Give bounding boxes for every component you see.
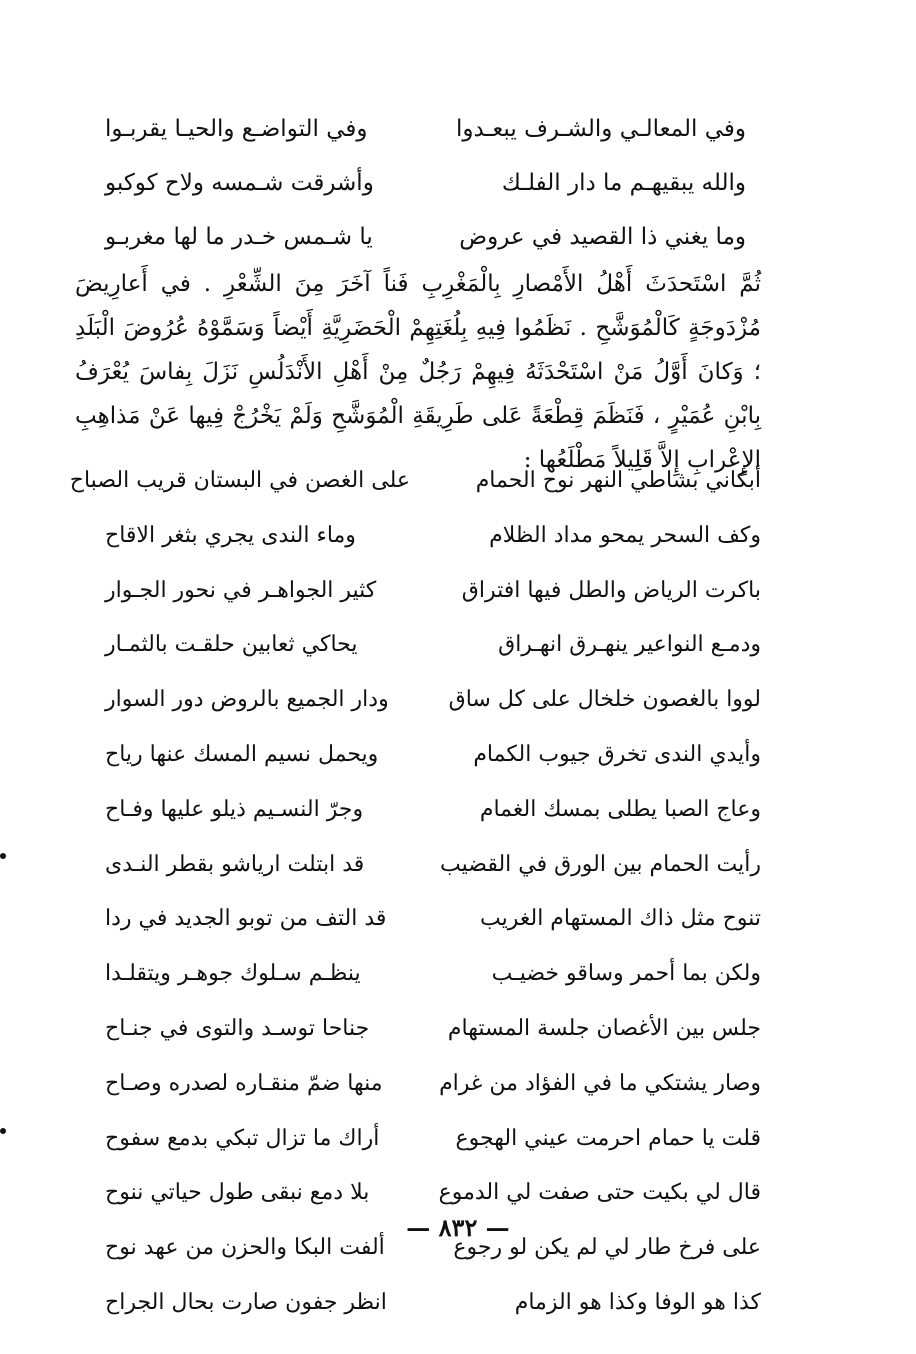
verse-row [105, 156, 746, 210]
verse-first-hemistich: رأيت الحمام بين الورق في القضيب [440, 851, 761, 877]
verse-row [105, 1002, 761, 1057]
verse-second-hemistich: ويحمل نسيم المسك عنها رياح [105, 741, 379, 767]
verse-first-hemistich: وعاج الصبا يطلى بمسك الغمام [479, 796, 761, 822]
verse-second-hemistich: جناحا توسـد والتوى في جنـاح [105, 1015, 370, 1041]
verse-row [105, 673, 761, 728]
margin-dot [0, 853, 6, 859]
verse-row [69, 454, 761, 509]
muwashshah-poem [69, 454, 761, 1331]
verse-first-hemistich: كذا هو الوفا وكذا هو الزمام [514, 1289, 761, 1315]
verse-second-hemistich: انظر جفون صارت بحال الجراح [105, 1289, 387, 1315]
verse-row [105, 618, 761, 673]
verse-row [105, 1112, 761, 1167]
verse-first-hemistich: والله يبقيهـم ما دار الفلـك [501, 170, 746, 196]
verse-first-hemistich: باكرت الرياض والطل فيها افتراق [461, 577, 761, 603]
verse-row [105, 1057, 761, 1112]
verse-first-hemistich: جلس بين الأغصان جلسة المستهام [447, 1015, 761, 1041]
verse-second-hemistich: وفي التواضـع والحيـا يقربـوا [105, 116, 368, 142]
verse-second-hemistich: قد التف من توبو الجديد في ردا [105, 906, 387, 932]
verse-row [105, 1276, 761, 1331]
verse-row [105, 210, 746, 264]
verse-row [105, 102, 746, 156]
verse-row [105, 783, 761, 838]
verse-first-hemistich: وفي المعالـي والشـرف يبعـدوا [456, 116, 746, 142]
verse-first-hemistich: ودمـع النواعير ينهـرق انهـراق [498, 632, 761, 658]
verse-row [105, 564, 761, 619]
verse-second-hemistich: منها ضمّ منقـاره لصدره وصـاح [105, 1070, 383, 1096]
verse-first-hemistich: أبكاني بشاطي النهر نوح الحمام [475, 468, 761, 493]
verse-second-hemistich: بلا دمع نبقى طول حياتي ننوح [105, 1180, 370, 1206]
verse-first-hemistich: تنوح مثل ذاك المستهام الغريب [480, 906, 761, 932]
verse-second-hemistich: يحاكي ثعابين حلقـت بالثمـار [105, 632, 358, 658]
verse-second-hemistich: وجرّ النسـيم ذيلو عليها وفـاح [105, 796, 364, 822]
verse-second-hemistich: يا شـمس خـدر ما لها مغربـو [105, 224, 373, 250]
verse-row [105, 838, 761, 893]
verse-row [105, 509, 761, 564]
verse-second-hemistich: كثير الجواهـر في نحور الجـوار [105, 577, 377, 603]
verse-first-hemistich: وأيدي الندى تخرق جيوب الكمام [473, 741, 761, 767]
verse-second-hemistich: على الغصن في البستان قريب الصباح [69, 468, 410, 493]
verse-second-hemistich: وأشرقت شـمسه ولاح كوكبو [105, 170, 374, 196]
verse-first-hemistich: على فرخ طار لي لم يكن لو رجوع [453, 1235, 761, 1261]
top-verses [105, 102, 746, 264]
page-number: — ٨٣٢ — [406, 1213, 510, 1242]
verse-first-hemistich: وكف السحر يمحو مداد الظلام [489, 522, 761, 548]
verse-first-hemistich: لووا بالغصون خلخال على كل ساق [448, 687, 761, 713]
verse-row [105, 892, 761, 947]
verse-first-hemistich: قلت يا حمام احرمت عيني الهجوع [455, 1125, 761, 1151]
verse-first-hemistich: قال لي بكيت حتى صفت لي الدموع [438, 1180, 761, 1206]
verse-second-hemistich: قد ابتلت ارياشو بقطر النـدى [105, 851, 365, 877]
prose-paragraph: ثُمَّ اسْتَحدَثَ أَهْلُ الأَمْصارِ بِالْمَغْرِبِ فَناً آخَرَ مِنَ الشِّعْرِ . في أَعارِيضَ مُزْدَوجَةٍ كَالْمُوَشَّحِ . نَظَمُوا فِيهِ بِلُغَتِهِمْ الْحَضَرِيَّةِ أَيْضاً وَسَمَّوْهُ عُرُوضَ الْبَلَدِ ؛ وَكانَ أَوَّلُ مَنْ اسْتَحْدَثَهُ فِيهِمْ رَجُلٌ مِنْ أَهْلِ الأَنْدَلُسِ نَزَلَ بِفاسَ يُعْرَفُ بِابْنِ عُمَيْرٍ ، فَنَظَمَ قِطْعَةً عَلى طَرِيقَةِ الْمُوَشَّحِ وَلَمْ يَخْرُجْ فِيها عَنْ مَذاهِبِ الإِعْرابِ إِلاَّ قَلِيلاً مَطْلَعُها : [75, 271, 761, 473]
verse-first-hemistich: وما يغني ذا القصيد في عروض [459, 224, 746, 250]
verse-second-hemistich: وماء الندى يجري بثغر الاقاح [105, 522, 356, 548]
verse-second-hemistich: ألفت البكا والحزن من عهد نوح [105, 1235, 385, 1261]
verse-row [105, 947, 761, 1002]
verse-second-hemistich: أراك ما تزال تبكي بدمع سفوح [105, 1125, 380, 1151]
verse-second-hemistich: ودار الجميع بالروض دور السوار [105, 687, 389, 713]
verse-second-hemistich: ينظـم سـلوك جوهـر ويتقلـدا [105, 961, 361, 987]
margin-dot [0, 1128, 6, 1134]
verse-row [105, 728, 761, 783]
verse-first-hemistich: ولكن بما أحمر وساقو خضيـب [491, 961, 761, 987]
verse-first-hemistich: وصار يشتكي ما في الفؤاد من غرام [439, 1070, 761, 1096]
